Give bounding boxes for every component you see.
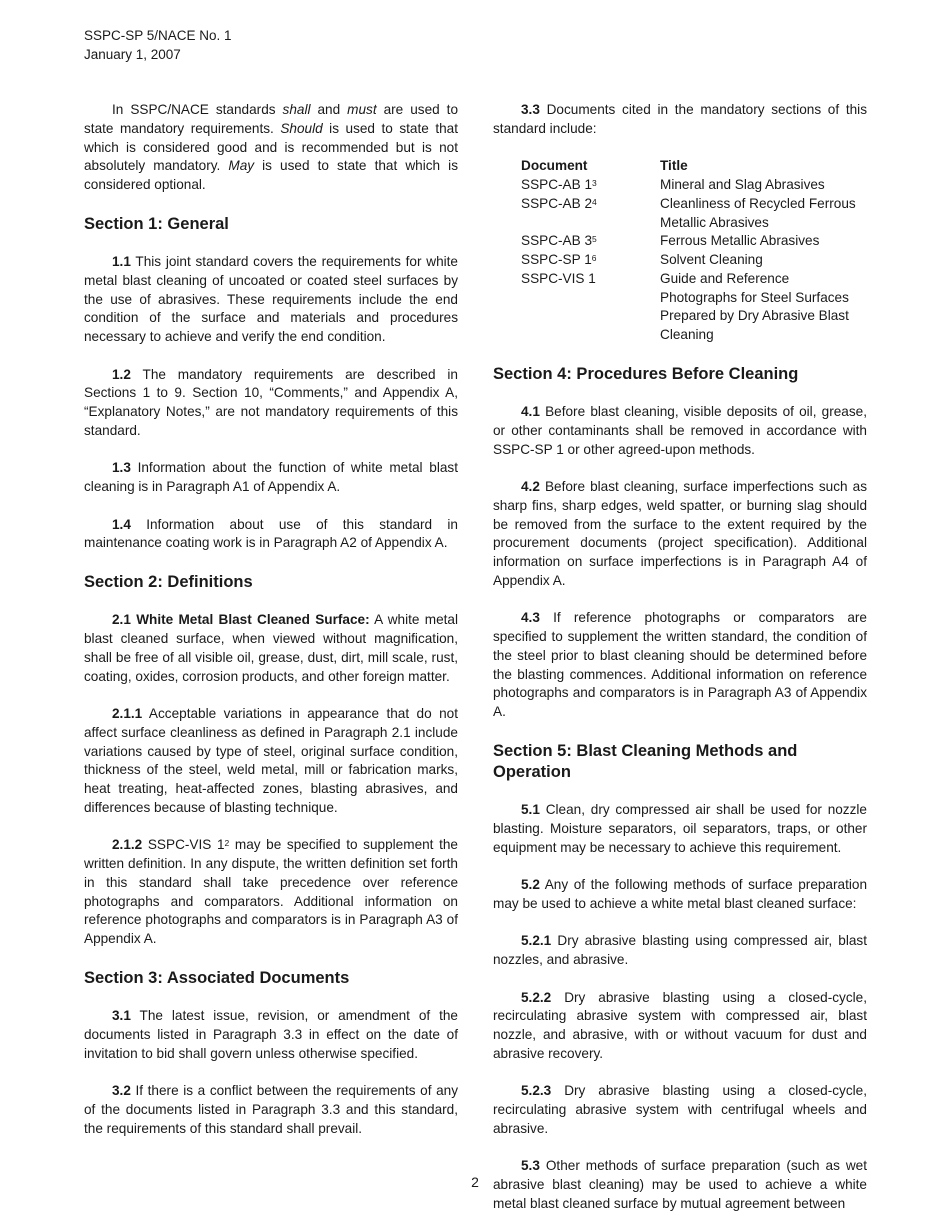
paragraph-4-2: 4.2 Before blast cleaning, surface imperfections such as sharp fins, sharp edges, weld spatter, or burning slag should be removed from the surface to the extent required by the procurement documents (project specification). Additional information on surface imperfections is in Paragraph A4 of Appendix A. xyxy=(493,479,867,588)
paragraph-4-1: 4.1 Before blast cleaning, visible deposits of oil, grease, or other contaminants shall be removed in accordance with SSPC-SP 1 or other agreed-upon methods. xyxy=(493,404,867,457)
paragraph-5-2-1: 5.2.1 Dry abrasive blasting using compressed air, blast nozzles, and abrasive. xyxy=(493,933,867,967)
paragraph-2-1-1: 2.1.1 Acceptable variations in appearance that do not affect surface cleanliness as defined in Paragraph 2.1 include variations caused by type of steel, original surface condition, thickness of the steel, weld metal, mill or fabrication marks, heat treating, heat-affected zones, blasting abrasives, and differences because of blasting technique. xyxy=(84,706,458,815)
section-4-heading: Section 4: Procedures Before Cleaning xyxy=(493,364,799,383)
table-row: SSPC-AB $3^5$ Ferrous Metallic Abrasives xyxy=(521,233,820,249)
paragraph-3-2: 3.2 If there is a conflict between the requirements of any of the documents listed in Paragraph 3.3 and this standard, the requirements of this standard shall prevail. xyxy=(84,1083,458,1136)
documents-table xyxy=(521,157,867,345)
paragraph-4-3: 4.3 If reference photographs or comparators are specified to supplement the written standard, the condition of the steel prior to blast cleaning should be determined before the blasting commences. Additional information on reference photographs and comparators is in Paragraph A3 of Appendix A. xyxy=(493,610,867,719)
header-standard-id: SSPC-SP 5/NACE No. 1 xyxy=(84,28,232,43)
paragraph-1-2: 1.2 The mandatory requirements are described in Sections 1 to 9. Section 10, “Comments,” and Appendix A, “Explanatory Notes,” are not mandatory requirements of this standard. xyxy=(84,366,458,438)
paragraph-1-4: 1.4 Information about use of this standard in maintenance coating work is in Paragraph A2 of Appendix A. xyxy=(84,516,458,551)
section-1-heading: Section 1: General xyxy=(84,214,229,233)
paragraph-3-1: 3.1 The latest issue, revision, or amendment of the documents listed in Paragraph 3.3 in effect on the date of invitation to bid shall govern unless otherwise specified. xyxy=(84,1008,458,1061)
paragraph-5-2: 5.2 Any of the following methods of surface preparation may be used to achieve a white metal blast cleaned surface: xyxy=(493,877,867,911)
paragraph-3-3: 3.3 Documents cited in the mandatory sections of this standard include: xyxy=(493,102,867,136)
documents-table-header xyxy=(521,157,867,176)
section-3-heading: Section 3: Associated Documents xyxy=(84,968,350,987)
paragraph-5-2-2: 5.2.2 Dry abrasive blasting using a closed-cycle, recirculating abrasive system with compressed air, blast nozzle, and abrasive, with or without vacuum for dust and abrasive recovery. xyxy=(493,989,867,1061)
paragraph-2-1: 2.1 White Metal Blast Cleaned Surface: A white metal blast cleaned surface, when viewed without magnification, shall be free of all visible oil, grease, dust, dirt, mill scale, rust, coating, oxides, corrosion products, and other foreign matter. xyxy=(84,612,458,684)
table-row: SSPC-VIS 1 Guide and Reference Photographs for Steel Surfaces Prepared by Dry Abrasive Blast Cleaning xyxy=(521,270,849,342)
right-column xyxy=(493,101,867,1232)
paragraph-2-1-2: 2.1.2 SSPC-VIS $1^2$ may be specified to supplement the written definition. In any dispute, the written definition set forth in this standard shall take precedence over reference photographs and comparators. Additional information on reference photographs and comparators is in Paragraph A3 of Appendix A. xyxy=(84,837,458,946)
intro-paragraph: In SSPC/NACE standards shall and must are used to state mandatory requirements. Should is used to state that which is considered good and is recommended but is not absolutely mandatory. May is used to state that which is considered optional. xyxy=(84,102,458,192)
paragraph-5-3: 5.3 Other methods of surface preparation (such as wet abrasive blast cleaning) may be used to achieve a white metal blast cleaned surface by mutual agreement between xyxy=(493,1158,867,1211)
page-number: 2 xyxy=(471,1174,479,1190)
table-row: SSPC-AB $2^4$ Cleanliness of Recycled Ferrous Metallic Abrasives xyxy=(521,195,856,230)
paragraph-5-2-3: 5.2.3 Dry abrasive blasting using a closed-cycle, recirculating abrasive system with centrifugal wheels and abrasive. xyxy=(493,1083,867,1136)
header-date: January 1, 2007 xyxy=(84,47,181,62)
paragraph-1-3: 1.3 Information about the function of white metal blast cleaning is in Paragraph A1 of Appendix A. xyxy=(84,460,458,494)
left-column xyxy=(84,101,458,1157)
column-header-title: Title xyxy=(660,158,688,174)
paragraph-5-1: 5.1 Clean, dry compressed air shall be used for nozzle blasting. Moisture separators, oil separators, traps, or other equipment may be necessary to achieve this requirement. xyxy=(493,802,867,855)
paragraph-1-1: 1.1 This joint standard covers the requirements for white metal blast cleaning of uncoated or coated steel surfaces by the use of abrasives. These requirements include the end condition of the surface and materials and procedures necessary to achieve and verify the end condition. xyxy=(84,254,458,344)
column-header-document: Document xyxy=(521,158,588,174)
section-5-heading: Section 5: Blast Cleaning Methods and Operation xyxy=(493,741,798,781)
table-row: SSPC-SP $1^6$ Solvent Cleaning xyxy=(521,252,763,267)
running-header xyxy=(84,26,232,64)
table-row: SSPC-AB $1^3$ Mineral and Slag Abrasives xyxy=(521,177,825,192)
section-2-heading: Section 2: Definitions xyxy=(84,572,253,591)
